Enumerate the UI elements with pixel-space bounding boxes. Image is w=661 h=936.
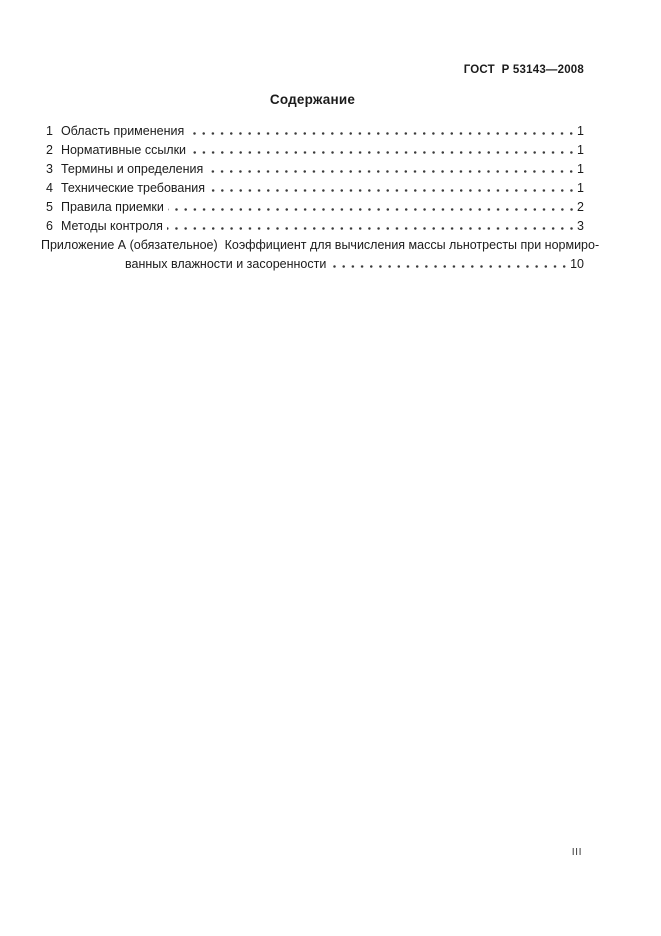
toc-item-label: Правила приемки — [60, 200, 164, 214]
toc-item-number: 4 — [46, 181, 53, 195]
toc-row — [41, 141, 584, 160]
toc-item-label: Область применения — [60, 124, 185, 138]
toc-item-number: 6 — [46, 219, 53, 233]
toc-item-number: 5 — [46, 200, 53, 214]
dot-leader — [330, 265, 569, 268]
toc-title: Содержание — [269, 92, 356, 107]
appendix-line2-label: ванных влажности и засоренности — [125, 257, 327, 271]
toc-page-number: 3 — [577, 219, 584, 233]
toc-row — [41, 160, 584, 179]
toc-content — [41, 91, 600, 274]
dot-leader — [188, 132, 576, 135]
toc-page-number: 1 — [577, 124, 584, 138]
footer-page-number: III — [571, 846, 582, 858]
dot-leader — [209, 189, 576, 192]
toc-item-number: 1 — [46, 124, 53, 138]
toc-page-number: 1 — [577, 143, 584, 157]
dot-leader — [168, 208, 576, 211]
toc-item-label: Технические требования — [60, 181, 205, 195]
toc-page-number: 1 — [577, 162, 584, 176]
dot-leader — [207, 170, 576, 173]
toc-item-number: 3 — [46, 162, 53, 176]
toc-row — [41, 198, 584, 217]
toc-page-number: 1 — [577, 181, 584, 195]
toc-row — [41, 217, 584, 236]
toc-item-label: Термины и определения — [60, 162, 204, 176]
toc-page-number: 2 — [577, 200, 584, 214]
toc-item-number: 2 — [46, 143, 53, 157]
appendix-entry-line1: Приложение А (обязательное) Коэффициент для вычисления массы льнотресты при нормиро- — [41, 238, 600, 252]
toc-row — [41, 122, 584, 141]
toc-page-number: 10 — [570, 257, 584, 271]
dot-leader — [190, 151, 576, 154]
document-designation: ГОСТ Р 53143—2008 — [463, 64, 584, 76]
appendix-entry-line2 — [41, 255, 584, 274]
toc-item-label: Нормативные ссылки — [60, 143, 187, 157]
toc-row — [41, 179, 584, 198]
toc-item-label: Методы контроля — [60, 219, 163, 233]
appendix-entry — [41, 236, 600, 274]
dot-leader — [167, 227, 576, 230]
